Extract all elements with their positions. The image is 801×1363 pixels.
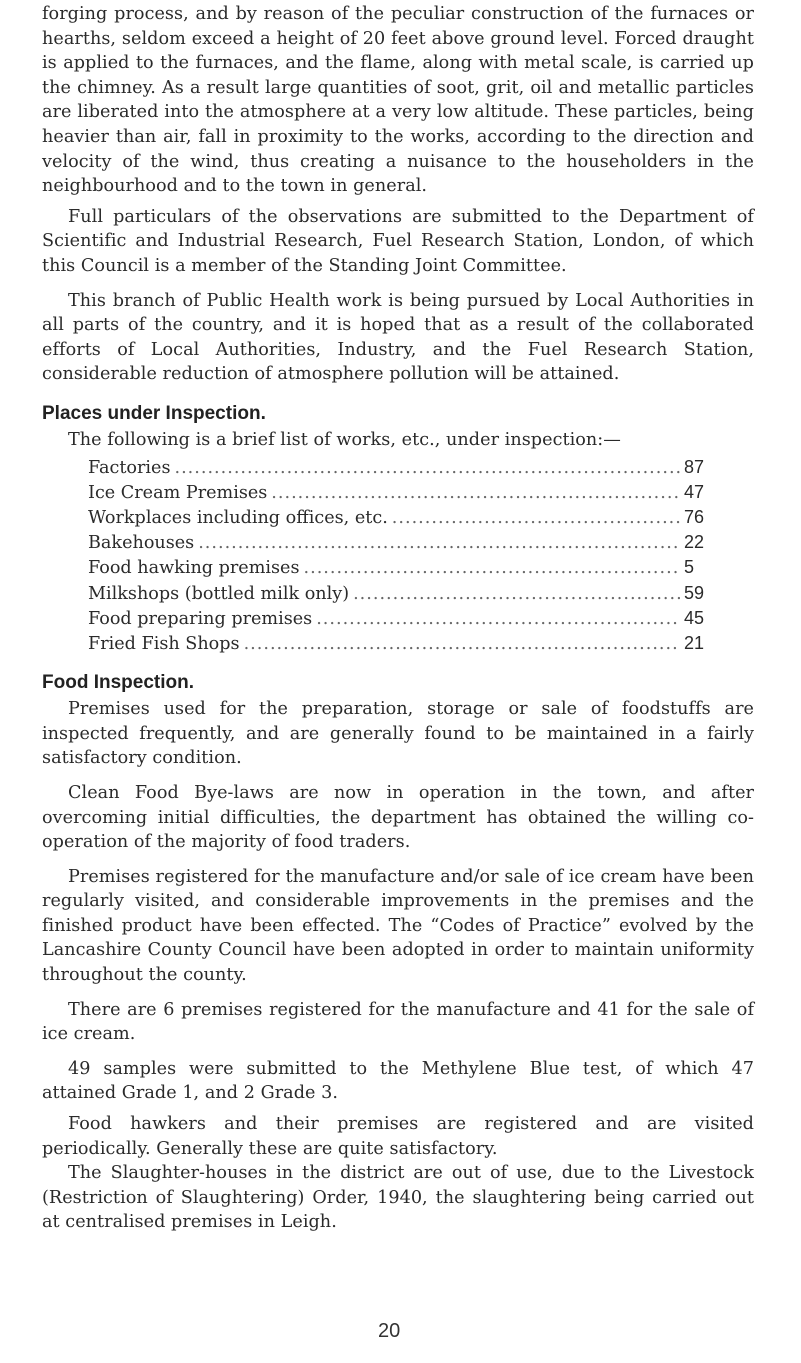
list-item-label: Fried Fish Shops xyxy=(88,633,240,654)
list-item-value: 87 xyxy=(684,456,705,477)
list-item-label: Ice Cream Premises xyxy=(88,482,268,503)
paragraph-clean-food-byelaws: Clean Food Bye-laws are now in operation in the town, and after overcoming initial difficulties, the department has obtained the willing co-operation of the majority of food traders. xyxy=(42,782,754,853)
paragraph-forging-process: forging process, and by reason of the peculiar construction of the furnaces or hearths, seldom exceed a height of 20 feet above ground level. Forced draught is applied to the furnaces, and the flame, along with metal scale, is carried up the chimney. As a result large quantities of soot, grit, oil and metallic particles are liberated into the atmosphere at a very low altitude. These particles, being heavier than air, fall in proximity to the works, according to the direction and velocity of the wind, thus creating a nuisance to the householders in the neighbourhood and to the town in general. xyxy=(42,4,754,197)
paragraph-food-hawkers: Food hawkers and their premises are registered and are visited periodically. Generally these are quite satisfactory. xyxy=(42,1114,754,1159)
list-item-value: 45 xyxy=(684,607,705,628)
places-intro: The following is a brief list of works, etc., under inspection:— xyxy=(68,429,621,450)
page-number: 20 xyxy=(378,1320,401,1342)
paragraph-methylene-blue: 49 samples were submitted to the Methylene Blue test, of which 47 attained Grade 1, and 2 Grade 3. xyxy=(42,1058,754,1104)
paragraph-slaughter-houses: The Slaughter-houses in the district are out of use, due to the Livestock (Restriction of Slaughtering) Order, 1940, the slaughtering being carried out at centralised premises in Leigh. xyxy=(42,1163,754,1233)
list-item-label: Milkshops (bottled milk only) xyxy=(88,583,350,604)
list-item-value: 76 xyxy=(684,506,705,527)
document-page xyxy=(42,0,754,1235)
list-item xyxy=(88,505,714,530)
list-item xyxy=(88,581,714,606)
list-item-label: Factories xyxy=(88,457,171,478)
list-item xyxy=(88,455,714,480)
inspection-list xyxy=(88,455,714,657)
list-item-label: Bakehouses xyxy=(88,533,195,554)
paragraph-premises-inspected: Premises used for the preparation, storage or sale of foodstuffs are inspected frequently, and are generally found to be maintained in a fairly satisfactory condition. xyxy=(42,699,754,769)
paragraph-ice-cream-premises: Premises registered for the manufacture and/or sale of ice cream have been regularly visited, and considerable improvements in the premises and the finished product have been effected. The “Codes of Practice” evolved by the Lancashire County Council have been adopted in order to maintain uniformity throughout the county. xyxy=(42,866,754,986)
list-item-value: 5 xyxy=(684,557,695,578)
list-item-value: 22 xyxy=(684,532,705,553)
list-item-label: Food hawking premises xyxy=(88,558,300,579)
heading-places-under-inspection: Places under Inspection. xyxy=(42,402,266,424)
list-item xyxy=(88,530,714,555)
list-item-value: 21 xyxy=(684,632,705,653)
list-item-label: Food preparing premises xyxy=(88,608,313,629)
list-item-value: 59 xyxy=(684,582,705,603)
list-item xyxy=(88,606,714,631)
list-item-value: 47 xyxy=(684,481,705,502)
paragraph-public-health: This branch of Public Health work is being pursued by Local Authorities in all parts of the country, and it is hoped that as a result of the collaborated efforts of Local Authorities, Industry, and the Fuel Research Station, considerable reduction of atmosphere pollution will be attained. xyxy=(42,290,754,385)
list-item xyxy=(88,631,714,656)
paragraph-observations: Full particulars of the observations are submitted to the Department of Scientific and Industrial Research, Fuel Research Station, London, of which this Council is a member of the Standing Joint Committee. xyxy=(42,206,754,276)
paragraph-registered-premises: There are 6 premises registered for the manufacture and 41 for the sale of ice cream. xyxy=(42,999,754,1045)
list-item xyxy=(88,480,714,505)
heading-food-inspection: Food Inspection. xyxy=(42,672,194,694)
list-item xyxy=(88,555,714,580)
list-item-label: Workplaces including offices, etc. xyxy=(88,507,388,528)
